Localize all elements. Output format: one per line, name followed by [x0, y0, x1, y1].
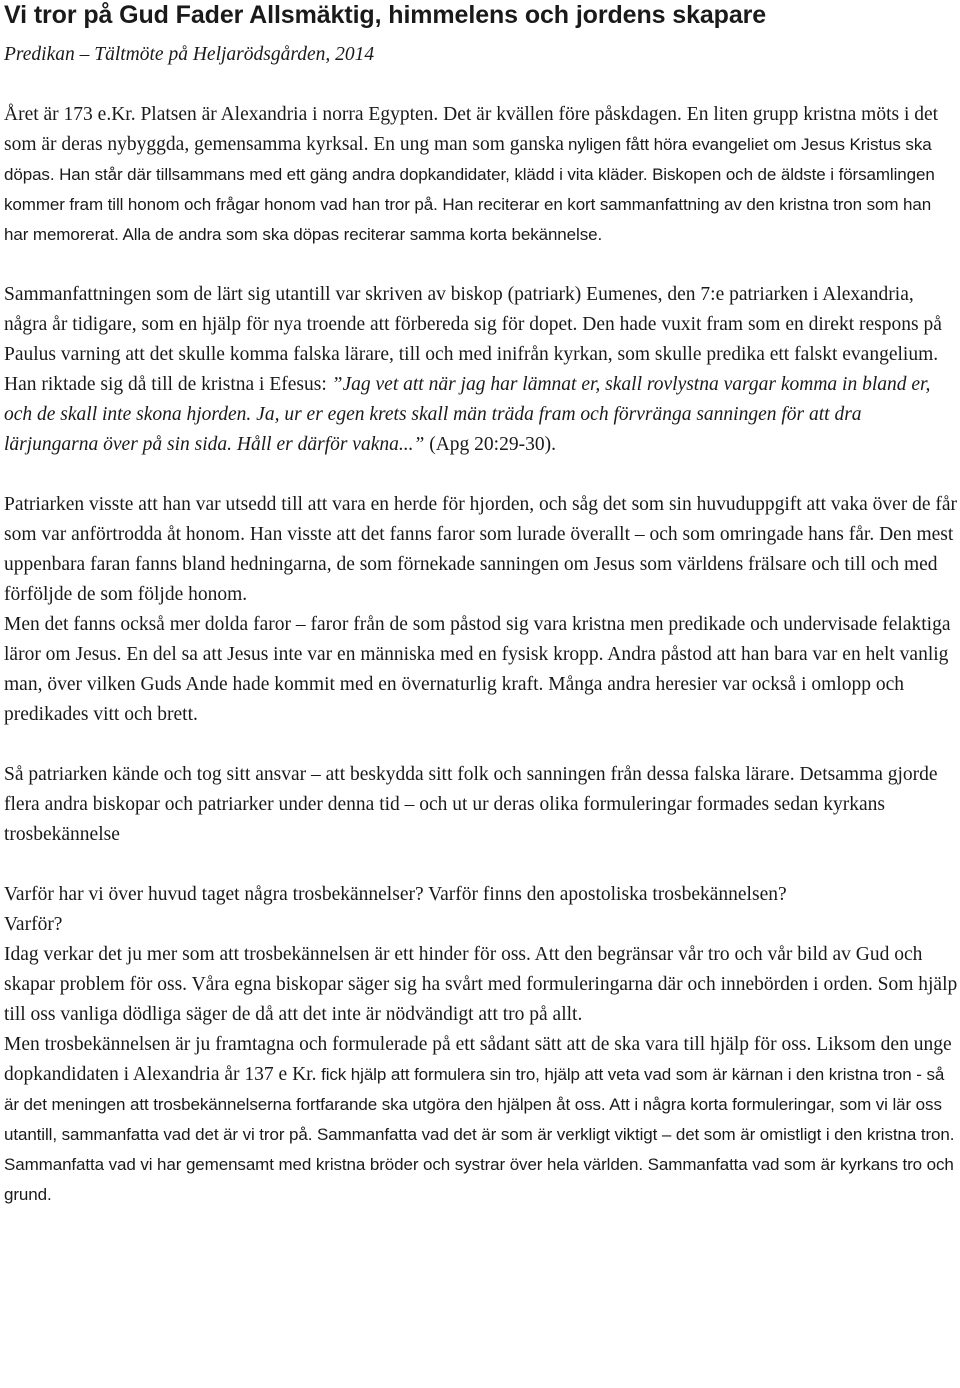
paragraph-why: Varför?	[4, 914, 63, 935]
paragraph-summary-text: Sammanfattningen som de lärt sig utantill var skriven av biskop (patriark) Eumenes, den 7:e patriarken i Alexandria, några år tidigare, som en hjälp för nya troende att förbereda sig för dopet. Den hade vuxit fram som en direkt respons på Paulus varning att det skulle komma falska lärare, till och med inifrån kyrkan, som skulle predika ett falskt evangelium. Han riktade sig då till de kristna i Efesus:	[4, 284, 942, 395]
page-subtitle: Predikan – Tältmöte på Heljarödsgården, 2014	[4, 44, 375, 65]
bible-reference: (Apg 20:29-30).	[424, 434, 556, 455]
bible-quote: ”Jag vet att när jag har lämnat er, skall rovlystna vargar komma in bland er, och de skall inte skona hjorden. Ja, ur er egen krets skall män träda fram och förvränga sanningen för att dra lärjungarna över på sin sida. Håll er därför vakna...”	[4, 374, 931, 455]
paragraph-intro-sans-text: nyligen fått höra evangeliet om Jesus Kristus ska döpas. Han står där tillsammans med ett gäng andra dopkandidater, klädd i vita kläder. Biskopen och de äldste i församlingen kommer fram till honom och frågar honom vad han tror på. Han reciterar en kort sammanfattning av den kristna tron som han har memorerat. Alla de andra som ska döpas reciterar samma korta bekännelse.	[4, 135, 935, 244]
paragraph-purpose	[4, 1030, 958, 1210]
paragraph-purpose-serif-text: Men trosbekännelsen är ju framtagna och formulerade på ett sådant sätt att de ska vara till hjälp för oss. Liksom den unge dopkandidaten i Alexandria år 137 e Kr.	[4, 1034, 952, 1085]
paragraph-summary	[4, 280, 958, 460]
spacer	[4, 850, 958, 880]
paragraph-purpose-sans-text: fick hjälp att formulera sin tro, hjälp att veta vad som är kärnan i den kristna tron - så är det meningen att trosbekännelserna fortfarande ska utgöra den hjälpen åt oss. Att i några korta formuleringar, som vi lär oss utantill, sammanfatta vad det är vi tror på. Sammanfatta vad det är som är verkligt viktigt – det som är omistligt i den kristna tron. Sammanfatta vad vi har gemensamt med kristna bröder och systrar över hela världen. Sammanfatta vad som är kyrkans tro och grund.	[4, 1065, 955, 1204]
paragraph-obstacle: Idag verkar det ju mer som att trosbekännelsen är ett hinder för oss. Att den begränsar vår tro och vår bild av Gud och skapar problem för oss. Våra egna biskopar säger sig ha svårt med formuleringarna där och innebörden i orden. Som hjälp till oss vanliga dödliga säger de då att det inte är nödvändigt att tro på allt.	[4, 944, 958, 1025]
paragraph-patriarch: Patriarken visste att han var utsedd till att vara en herde för hjorden, och såg det som sin huvuduppgift att vaka över de får som var anförtrodda åt honom. Han visste att det fanns faror som lurade överallt – och som omringade hans får. Den mest uppenbara faran fanns bland hedningarna, de som förnekade sanningen om Jesus som världens frälsare och till och med förföljde de som följde honom.	[4, 494, 958, 605]
page-title: Vi tror på Gud Fader Allsmäktig, himmelens och jordens skapare	[4, 1, 767, 29]
document	[4, 0, 958, 1210]
paragraph-intro-serif-text: Året är 173 e.Kr. Platsen är Alexandria i norra Egypten. Det är kvällen före påskdagen. En liten grupp kristna möts i det som är deras nybyggda, gemensamma kyrksal. En ung man som ganska	[4, 104, 939, 155]
paragraph-responsibility: Så patriarken kände och tog sitt ansvar – att beskydda sitt folk och sanningen från dessa falska lärare. Detsamma gjorde flera andra biskopar och patriarker under denna tid – och ut ur deras olika formuleringar formades sedan kyrkans trosbekännelse	[4, 764, 938, 845]
spacer	[4, 730, 958, 760]
paragraph-hidden-dangers: Men det fanns också mer dolda faror – faror från de som påstod sig vara kristna men predikade och undervisade felaktiga läror om Jesus. En del sa att Jesus inte var en människa med en fysisk kropp. Andra påstod att han bara var en helt vanlig man, över vilken Guds Ande hade kommit med en övernaturlig kraft. Många andra heresier var också i omlopp och predikades vitt och brett.	[4, 614, 951, 725]
spacer	[4, 460, 958, 490]
paragraph-intro	[4, 100, 958, 250]
paragraph-question: Varför har vi över huvud taget några trosbekännelser? Varför finns den apostoliska trosbekännelsen?	[4, 884, 787, 905]
spacer	[4, 70, 958, 100]
spacer	[4, 250, 958, 280]
